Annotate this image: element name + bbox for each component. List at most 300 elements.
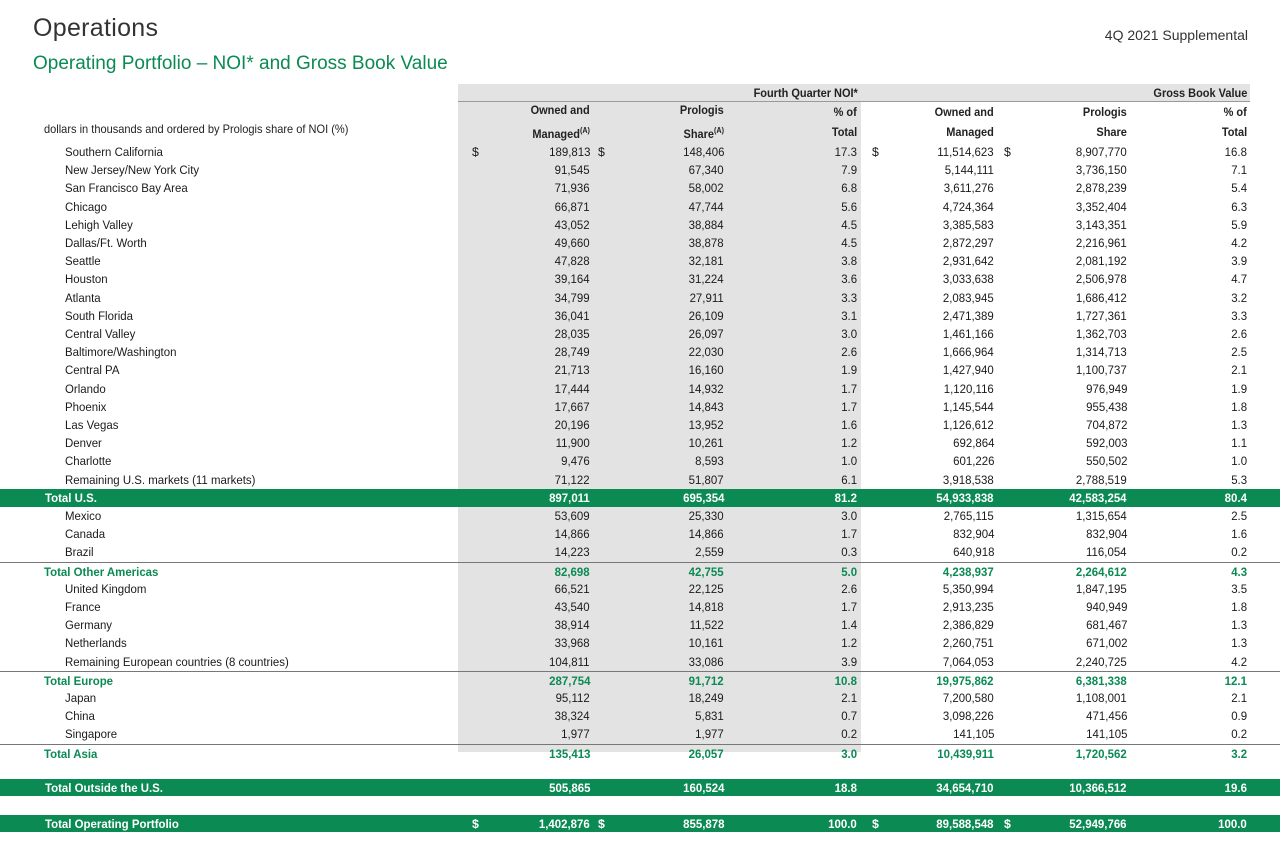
cell-gbv-owned: 1,126,612 xyxy=(943,418,994,432)
cell-noi-pct: 0.2 xyxy=(841,727,857,742)
cell-gbv-share: 671,002 xyxy=(1085,636,1127,651)
cell-noi-owned: 53,609 xyxy=(555,509,590,523)
cell-gbv-share: 704,872 xyxy=(1085,418,1127,432)
cell-gbv-owned: 2,471,389 xyxy=(943,308,994,323)
cell-noi-share: 22,125 xyxy=(689,581,724,596)
row-label: Lehigh Valley xyxy=(65,217,133,232)
cell-gbv-pct: 2.6 xyxy=(1231,327,1247,341)
cell-noi-pct: 6.1 xyxy=(841,472,857,487)
cell-noi-share: 1,977 xyxy=(695,727,724,742)
cell-noi-pct: 81.2 xyxy=(834,490,857,505)
cell-noi-owned: 43,540 xyxy=(555,600,590,614)
cell-gbv-owned: 1,666,964 xyxy=(943,345,994,360)
table-row xyxy=(0,580,1280,598)
cell-gbv-owned: 89,588,548 xyxy=(936,817,994,831)
row-label: Brazil xyxy=(65,545,94,560)
cell-gbv-pct: 2.5 xyxy=(1231,345,1247,360)
cell-gbv-owned: 2,386,829 xyxy=(943,618,994,633)
cell-noi-pct: 18.8 xyxy=(834,781,857,795)
table-row xyxy=(0,471,1280,489)
row-label: China xyxy=(65,709,95,724)
cell-noi-pct: 3.6 xyxy=(841,272,857,287)
cell-gbv-pct: 2.5 xyxy=(1231,509,1247,523)
row-label: Japan xyxy=(65,691,97,705)
cell-gbv-share: 2,264,612 xyxy=(1076,564,1127,579)
cell-gbv-owned: 11,514,623 xyxy=(937,145,994,159)
cell-noi-owned: 20,196 xyxy=(555,418,590,432)
cell-gbv-pct: 2.1 xyxy=(1231,363,1247,378)
cell-noi-pct: 2.6 xyxy=(841,581,857,596)
currency-symbol: $ xyxy=(598,145,605,159)
cell-noi-owned: 43,052 xyxy=(555,217,590,232)
cell-noi-share: 2,559 xyxy=(695,545,724,560)
cell-gbv-owned: 2,260,751 xyxy=(943,636,994,651)
table-row xyxy=(0,161,1280,179)
cell-gbv-owned: 54,933,838 xyxy=(936,490,994,505)
table-row xyxy=(0,598,1280,616)
gbv-owned-header-1: Owned and xyxy=(934,105,994,119)
cell-noi-pct: 1.7 xyxy=(841,600,857,614)
row-label: United Kingdom xyxy=(65,581,147,596)
gbv-share-header-2: Share xyxy=(1096,125,1127,139)
cell-noi-share: 26,109 xyxy=(689,308,724,323)
row-label: Houston xyxy=(65,272,108,287)
row-label: Netherlands xyxy=(65,636,127,651)
cell-gbv-share: 2,878,239 xyxy=(1076,181,1127,196)
cell-noi-pct: 1.7 xyxy=(841,381,857,396)
cell-gbv-owned: 4,238,937 xyxy=(943,564,994,579)
cell-noi-owned: 189,813 xyxy=(548,145,590,159)
currency-symbol: $ xyxy=(598,817,605,831)
table-row xyxy=(0,252,1280,270)
cell-noi-pct: 0.7 xyxy=(841,709,857,724)
cell-noi-owned: 38,324 xyxy=(555,709,590,724)
cell-gbv-share: 141,105 xyxy=(1085,727,1127,742)
gbv-pct-header-1: % of xyxy=(1223,105,1247,119)
cell-gbv-owned: 640,918 xyxy=(952,545,994,560)
cell-noi-owned: 17,444 xyxy=(555,381,590,396)
table-row xyxy=(0,653,1280,671)
cell-noi-share: 25,330 xyxy=(689,509,724,523)
cell-noi-share: 14,866 xyxy=(689,527,724,542)
cell-gbv-owned: 692,864 xyxy=(952,436,994,451)
cell-gbv-pct: 0.2 xyxy=(1231,727,1247,742)
cell-gbv-pct: 4.2 xyxy=(1231,236,1247,250)
cell-gbv-share: 2,788,519 xyxy=(1076,472,1127,487)
cell-gbv-pct: 3.5 xyxy=(1231,581,1247,596)
cell-gbv-share: 1,720,562 xyxy=(1076,746,1127,761)
cell-noi-share: 14,818 xyxy=(689,600,724,614)
cell-noi-owned: 95,112 xyxy=(555,691,590,705)
noi-pct-header-1: % of xyxy=(833,105,857,119)
cell-noi-share: 32,181 xyxy=(689,254,724,269)
row-label: Total Other Americas xyxy=(44,564,159,579)
cell-noi-pct: 2.6 xyxy=(841,345,857,360)
cell-gbv-share: 1,686,412 xyxy=(1076,290,1127,305)
row-label: Total U.S. xyxy=(45,490,97,505)
row-label: Las Vegas xyxy=(65,418,119,432)
cell-gbv-share: 592,003 xyxy=(1085,436,1127,451)
cell-noi-owned: 49,660 xyxy=(555,236,590,250)
cell-gbv-share: 976,949 xyxy=(1085,381,1127,396)
cell-gbv-share: 52,949,766 xyxy=(1069,817,1127,831)
cell-gbv-share: 2,240,725 xyxy=(1076,654,1127,669)
cell-noi-owned: 505,865 xyxy=(548,781,590,795)
cell-gbv-share: 6,381,338 xyxy=(1076,673,1127,688)
cell-noi-pct: 4.5 xyxy=(841,217,857,232)
row-label: Central PA xyxy=(65,363,120,378)
table-row xyxy=(0,380,1280,398)
cell-noi-share: 8,593 xyxy=(695,454,724,469)
cell-gbv-owned: 3,098,226 xyxy=(943,709,994,724)
cell-noi-owned: 14,866 xyxy=(555,527,590,542)
cell-noi-pct: 5.0 xyxy=(841,564,857,579)
cell-noi-share: 695,354 xyxy=(682,490,724,505)
cell-gbv-owned: 1,461,166 xyxy=(943,327,994,341)
row-label: Total Outside the U.S. xyxy=(45,781,163,795)
cell-noi-owned: 91,545 xyxy=(555,163,590,178)
cell-gbv-share: 1,108,001 xyxy=(1076,691,1127,705)
cell-gbv-pct: 5.3 xyxy=(1231,472,1247,487)
table-row xyxy=(0,289,1280,307)
cell-gbv-owned: 832,904 xyxy=(952,527,994,542)
cell-gbv-owned: 3,033,638 xyxy=(943,272,994,287)
total-row xyxy=(0,489,1280,507)
cell-noi-pct: 3.0 xyxy=(841,746,857,761)
cell-gbv-pct: 12.1 xyxy=(1224,673,1247,688)
table-row xyxy=(0,198,1280,216)
gbv-owned-header-2: Managed xyxy=(946,125,994,139)
currency-symbol: $ xyxy=(872,817,879,831)
page-title: Operations xyxy=(33,14,159,42)
noi-pct-header-2: Total xyxy=(831,125,857,139)
cell-gbv-pct: 1.6 xyxy=(1231,527,1247,542)
total-row xyxy=(0,671,1280,690)
cell-gbv-share: 1,362,703 xyxy=(1076,327,1127,341)
table-row xyxy=(0,143,1280,161)
cell-noi-owned: 28,749 xyxy=(555,345,590,360)
cell-gbv-owned: 7,200,580 xyxy=(943,691,994,705)
noi-group-header: Fourth Quarter NOI* xyxy=(753,86,858,100)
cell-gbv-owned: 5,350,994 xyxy=(943,581,994,596)
gbv-share-header-1: Prologis xyxy=(1083,105,1127,119)
cell-noi-share: 27,911 xyxy=(689,290,724,305)
cell-gbv-pct: 4.2 xyxy=(1231,654,1247,669)
cell-gbv-owned: 3,611,276 xyxy=(943,181,994,196)
cell-gbv-owned: 4,724,364 xyxy=(943,199,994,214)
cell-noi-share: 5,831 xyxy=(695,709,724,724)
cell-noi-owned: 66,521 xyxy=(555,581,590,596)
cell-gbv-owned: 2,931,642 xyxy=(943,254,994,269)
cell-gbv-share: 3,143,351 xyxy=(1076,217,1127,232)
cell-gbv-owned: 34,654,710 xyxy=(936,781,994,795)
cell-gbv-owned: 10,439,911 xyxy=(937,746,994,761)
row-label: Remaining U.S. markets (11 markets) xyxy=(65,472,256,487)
table-row xyxy=(0,416,1280,434)
cell-gbv-pct: 1.8 xyxy=(1231,600,1247,614)
cell-gbv-owned: 2,083,945 xyxy=(943,290,994,305)
row-label: Total Operating Portfolio xyxy=(45,817,179,831)
cell-gbv-pct: 16.8 xyxy=(1224,145,1247,159)
cell-noi-pct: 3.9 xyxy=(841,654,857,669)
cell-noi-owned: 66,871 xyxy=(555,199,590,214)
cell-noi-share: 31,224 xyxy=(689,272,724,287)
cell-noi-share: 38,878 xyxy=(689,236,724,250)
cell-gbv-pct: 5.9 xyxy=(1231,217,1247,232)
cell-noi-pct: 1.0 xyxy=(841,454,857,469)
cell-gbv-pct: 3.2 xyxy=(1231,746,1247,761)
cell-gbv-share: 955,438 xyxy=(1085,399,1127,414)
cell-gbv-share: 3,736,150 xyxy=(1076,163,1127,178)
cell-noi-pct: 1.2 xyxy=(841,436,857,451)
table-row xyxy=(0,616,1280,634)
table-row xyxy=(0,307,1280,325)
cell-noi-share: 11,522 xyxy=(689,618,724,633)
cell-gbv-owned: 5,144,111 xyxy=(944,163,994,178)
cell-noi-share: 14,843 xyxy=(689,399,724,414)
cell-gbv-pct: 1.0 xyxy=(1231,454,1247,469)
cell-noi-pct: 4.5 xyxy=(841,236,857,250)
cell-gbv-owned: 1,427,940 xyxy=(943,363,994,378)
cell-noi-share: 42,755 xyxy=(689,564,724,579)
cell-gbv-share: 2,506,978 xyxy=(1076,272,1127,287)
row-label: Canada xyxy=(65,527,106,542)
cell-noi-share: 13,952 xyxy=(689,418,724,432)
noi-owned-header-1: Owned and xyxy=(530,103,590,117)
row-label: San Francisco Bay Area xyxy=(65,181,188,196)
row-label: Total Asia xyxy=(44,746,98,761)
cell-noi-share: 14,932 xyxy=(689,381,724,396)
table-row xyxy=(0,725,1280,743)
cell-noi-owned: 21,713 xyxy=(555,363,590,378)
cell-gbv-share: 8,907,770 xyxy=(1076,145,1127,159)
table-row xyxy=(0,507,1280,525)
row-label: Atlanta xyxy=(65,290,101,305)
cell-gbv-share: 1,727,361 xyxy=(1076,308,1127,323)
cell-noi-pct: 1.7 xyxy=(841,399,857,414)
cell-gbv-share: 116,054 xyxy=(1086,545,1127,560)
cell-noi-pct: 100.0 xyxy=(828,817,857,831)
cell-noi-pct: 2.1 xyxy=(841,691,857,705)
row-label: Germany xyxy=(65,618,113,633)
cell-gbv-pct: 4.7 xyxy=(1231,272,1247,287)
gbv-group-header: Gross Book Value xyxy=(1153,86,1247,100)
cell-gbv-share: 10,366,512 xyxy=(1069,781,1127,795)
table-row xyxy=(0,707,1280,725)
cell-noi-owned: 104,811 xyxy=(549,654,590,669)
row-label: Seattle xyxy=(65,254,101,269)
cell-noi-owned: 17,667 xyxy=(555,399,590,414)
cell-gbv-pct: 100.0 xyxy=(1218,817,1247,831)
cell-noi-pct: 1.7 xyxy=(841,527,857,542)
cell-noi-share: 26,057 xyxy=(689,746,724,761)
cell-noi-pct: 5.6 xyxy=(841,199,857,214)
cell-gbv-pct: 0.2 xyxy=(1231,545,1247,560)
cell-noi-owned: 39,164 xyxy=(555,272,590,287)
row-label: Total Europe xyxy=(44,673,114,688)
cell-noi-pct: 17.3 xyxy=(834,145,857,159)
currency-symbol: $ xyxy=(472,145,479,159)
row-label: Denver xyxy=(65,436,102,451)
cell-gbv-owned: 1,120,116 xyxy=(943,381,994,396)
cell-gbv-owned: 2,765,115 xyxy=(943,509,994,523)
currency-symbol: $ xyxy=(1004,817,1011,831)
cell-noi-pct: 3.0 xyxy=(841,509,857,523)
total-row xyxy=(0,815,1280,832)
row-label: Remaining European countries (8 countries) xyxy=(65,654,289,669)
cell-noi-owned: 1,977 xyxy=(561,727,590,742)
cell-noi-share: 855,878 xyxy=(682,817,724,831)
row-label: Orlando xyxy=(65,381,106,396)
table-row xyxy=(0,452,1280,470)
cell-gbv-share: 3,352,404 xyxy=(1076,199,1127,214)
cell-gbv-share: 2,081,192 xyxy=(1076,254,1127,269)
currency-symbol: $ xyxy=(472,817,479,831)
cell-gbv-pct: 1.3 xyxy=(1231,418,1247,432)
cell-noi-owned: 9,476 xyxy=(561,454,590,469)
cell-noi-owned: 897,011 xyxy=(549,490,590,505)
page-subtitle: Operating Portfolio – NOI* and Gross Book Value xyxy=(33,53,448,74)
cell-noi-owned: 38,914 xyxy=(555,618,590,633)
cell-gbv-pct: 80.4 xyxy=(1224,490,1247,505)
cell-noi-share: 91,712 xyxy=(689,673,724,688)
cell-noi-share: 160,524 xyxy=(682,781,724,795)
cell-gbv-pct: 1.3 xyxy=(1231,618,1247,633)
cell-noi-share: 18,249 xyxy=(689,691,724,705)
row-label: Charlotte xyxy=(65,454,112,469)
total-row xyxy=(0,744,1280,763)
cell-noi-share: 67,340 xyxy=(689,163,724,178)
cell-gbv-pct: 0.9 xyxy=(1231,709,1247,724)
cell-gbv-owned: 2,913,235 xyxy=(943,600,994,614)
cell-noi-share: 47,744 xyxy=(689,199,724,214)
table-row xyxy=(0,543,1280,561)
cell-noi-owned: 47,828 xyxy=(555,254,590,269)
cell-noi-owned: 135,413 xyxy=(548,746,590,761)
table-row xyxy=(0,689,1280,707)
cell-gbv-pct: 6.3 xyxy=(1231,199,1247,214)
cell-noi-share: 26,097 xyxy=(689,327,724,341)
cell-noi-pct: 10.8 xyxy=(834,673,857,688)
cell-gbv-pct: 1.1 xyxy=(1231,436,1247,451)
cell-noi-owned: 33,968 xyxy=(555,636,590,651)
row-label: Southern California xyxy=(65,145,163,159)
table-row xyxy=(0,398,1280,416)
row-label: New Jersey/New York City xyxy=(65,163,200,178)
table-row xyxy=(0,270,1280,288)
cell-noi-share: 10,161 xyxy=(689,636,724,651)
cell-gbv-owned: 141,105 xyxy=(952,727,994,742)
currency-symbol: $ xyxy=(1004,145,1011,159)
cell-gbv-pct: 19.6 xyxy=(1224,781,1247,795)
row-label: Singapore xyxy=(65,727,118,742)
cell-noi-pct: 1.6 xyxy=(841,418,857,432)
cell-noi-pct: 3.0 xyxy=(841,327,857,341)
cell-noi-pct: 3.1 xyxy=(841,308,857,323)
cell-noi-pct: 7.9 xyxy=(841,163,857,178)
cell-gbv-owned: 1,145,544 xyxy=(943,399,994,414)
cell-gbv-owned: 3,385,583 xyxy=(943,217,994,232)
cell-noi-owned: 1,402,876 xyxy=(539,817,590,831)
cell-gbv-owned: 7,064,053 xyxy=(943,654,994,669)
table-row xyxy=(0,525,1280,543)
cell-noi-share: 58,002 xyxy=(689,181,724,196)
cell-gbv-pct: 4.3 xyxy=(1231,564,1247,579)
cell-gbv-share: 1,314,713 xyxy=(1076,345,1127,360)
table-row xyxy=(0,434,1280,452)
row-label: Phoenix xyxy=(65,399,107,414)
cell-gbv-share: 1,100,737 xyxy=(1076,363,1127,378)
cell-gbv-share: 42,583,254 xyxy=(1069,490,1127,505)
cell-gbv-share: 681,467 xyxy=(1085,618,1127,633)
table-row xyxy=(0,179,1280,197)
cell-gbv-owned: 601,226 xyxy=(952,454,994,469)
cell-gbv-share: 1,847,195 xyxy=(1076,581,1127,596)
cell-noi-owned: 36,041 xyxy=(555,308,590,323)
cell-gbv-pct: 2.1 xyxy=(1231,691,1247,705)
cell-noi-owned: 71,122 xyxy=(555,472,590,487)
cell-noi-pct: 3.3 xyxy=(841,290,857,305)
unit-label: dollars in thousands and ordered by Prologis share of NOI (%) xyxy=(44,122,349,136)
cell-noi-share: 33,086 xyxy=(689,654,724,669)
cell-noi-owned: 82,698 xyxy=(555,564,590,579)
table-row xyxy=(0,343,1280,361)
cell-noi-share: 22,030 xyxy=(689,345,724,360)
cell-noi-owned: 287,754 xyxy=(548,673,590,688)
cell-gbv-pct: 5.4 xyxy=(1231,181,1247,196)
table-row xyxy=(0,325,1280,343)
cell-noi-pct: 6.8 xyxy=(841,181,857,196)
cell-noi-share: 148,406 xyxy=(682,145,724,159)
cell-gbv-pct: 3.3 xyxy=(1231,308,1247,323)
cell-noi-pct: 1.9 xyxy=(841,363,857,378)
cell-noi-pct: 0.3 xyxy=(841,545,857,560)
cell-gbv-owned: 3,918,538 xyxy=(943,472,994,487)
cell-gbv-share: 471,456 xyxy=(1085,709,1127,724)
total-row xyxy=(0,562,1280,581)
cell-gbv-pct: 7.1 xyxy=(1231,163,1247,178)
table-row xyxy=(0,361,1280,379)
cell-noi-owned: 14,223 xyxy=(555,545,590,560)
cell-gbv-share: 550,502 xyxy=(1085,454,1127,469)
cell-noi-share: 51,807 xyxy=(689,472,724,487)
cell-noi-pct: 1.4 xyxy=(841,618,857,633)
cell-noi-pct: 3.8 xyxy=(841,254,857,269)
cell-noi-pct: 1.2 xyxy=(841,636,857,651)
row-label: Mexico xyxy=(65,509,102,523)
noi-share-header-1: Prologis xyxy=(680,103,724,117)
table-row xyxy=(0,216,1280,234)
cell-gbv-pct: 3.2 xyxy=(1231,290,1247,305)
cell-gbv-pct: 1.9 xyxy=(1231,381,1247,396)
currency-symbol: $ xyxy=(872,145,879,159)
cell-noi-share: 16,160 xyxy=(689,363,724,378)
row-label: South Florida xyxy=(65,308,134,323)
row-label: Central Valley xyxy=(65,327,136,341)
cell-gbv-share: 1,315,654 xyxy=(1076,509,1127,523)
table-row xyxy=(0,234,1280,252)
cell-gbv-share: 2,216,961 xyxy=(1076,236,1127,250)
cell-noi-owned: 11,900 xyxy=(555,436,590,451)
noi-share-header-2: Share$^{(A)}$ xyxy=(683,126,724,142)
total-row xyxy=(0,779,1280,796)
cell-noi-owned: 34,799 xyxy=(555,290,590,305)
noi-owned-header-2: Managed$^{(A)}$ xyxy=(532,126,590,142)
cell-gbv-pct: 1.8 xyxy=(1231,399,1247,414)
row-label: Baltimore/Washington xyxy=(65,345,177,360)
row-label: Dallas/Ft. Worth xyxy=(65,236,147,250)
cell-gbv-pct: 1.3 xyxy=(1231,636,1247,651)
